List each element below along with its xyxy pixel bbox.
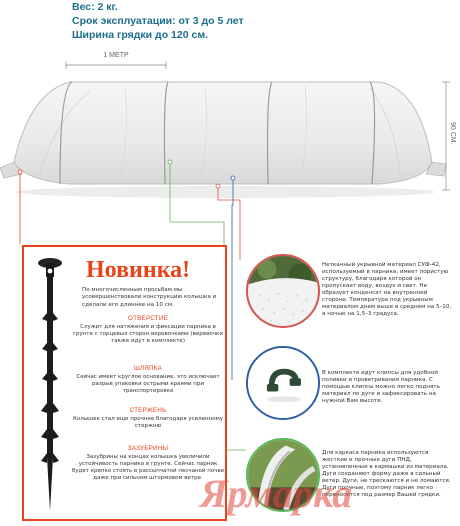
height-label: 90 СМ. <box>449 122 456 145</box>
fabric-description: Нетканный укрывной материал СУФ-42, используемый в парнике, имеет пористую структуру, благодаря которой он пропускает воду, воздух и свет. Не образует конденсат на внутренней стороне. Температура под укрывным материалом днем выше в среднем на 5–10, а ночью на 1,5–3 градуса. <box>322 262 452 317</box>
peg-info-card <box>22 245 227 521</box>
length-arrow-icon <box>64 52 168 72</box>
feature-title: СТЕРЖЕНЬ <box>129 407 167 414</box>
feature-text: Сейчас имеет круглое основание, это исключает разрыв упаковки острыми краями при транспортировке <box>76 374 220 394</box>
clip-description: В комплекте идут клипсы для удобной поливки и проветривания парника. С помощью клипсы можно легко поднять материал по дуге и зафиксировать на нужной Вам высоте. <box>322 370 440 404</box>
feature-text: Зазубрины на концах колышка увеличили устойчивость парника в грунте. Сейчас парник будет крепко стоять в рассыпчатой песчаной почве даже при сильном штормовом ветре. <box>71 454 225 481</box>
feature-text: Колышек стал еще прочнее благодаря усиленному стержню <box>73 416 223 429</box>
feature-rod <box>70 407 226 430</box>
feature-head <box>70 365 226 395</box>
length-label: 1 МЕТР <box>103 52 129 59</box>
feature-title: ОТВЕРСТИЕ <box>128 315 168 322</box>
card-intro: По многочисленным просьбам мы усовершенствовали конструкцию колышка и сделали его длиннее на 10 см. <box>82 287 217 308</box>
feature-title: ЗАЗУБРИНЫ <box>127 445 169 452</box>
feature-text: Служит для натяжения и фиксации парника в грунте с торцевых сторон веревочками (веревочки также идут в комплекте) <box>73 324 223 344</box>
length-dimension <box>64 52 168 72</box>
ground-peg-image <box>30 253 70 517</box>
fabric-closeup-image <box>246 254 320 328</box>
spec-lifetime: Срок эксплуатации: от 3 до 5 лет <box>72 15 244 27</box>
product-specs <box>72 0 372 42</box>
card-title: Новинка! <box>86 257 191 283</box>
feature-hole <box>70 315 226 345</box>
clip-closeup-image <box>246 346 320 420</box>
feature-title: ШЛЯПКА <box>133 365 163 372</box>
greenhouse-image <box>0 52 460 212</box>
spec-weight: Вес: 2 кг. <box>72 1 118 13</box>
spec-bed-width: Ширина грядки до 120 см. <box>72 29 208 41</box>
arch-description: Для каркаса парника используются жесткие и прочные дуги ПНД, установленные в кармашки из материала. Дуги сохраняют форму даже в сильный ветер. Дуги, не трескаются и не ломаются. Дуги прочные, поэтому парник легко переносится под размер Вашей грядки. <box>322 450 451 498</box>
watermark: Ярмарка <box>200 471 353 516</box>
